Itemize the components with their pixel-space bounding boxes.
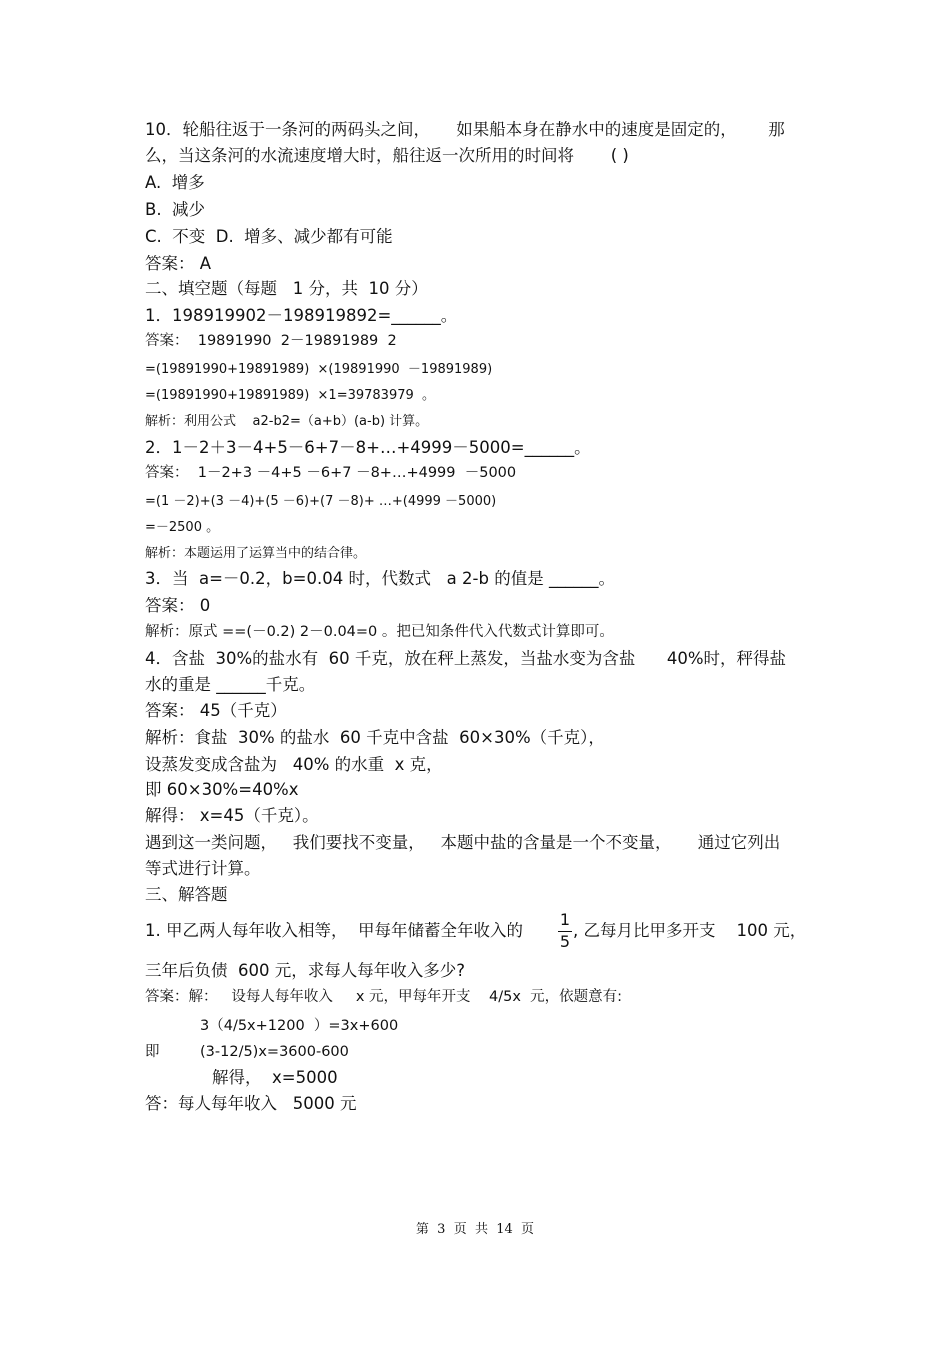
s3-q1-final-answer: 答：每人每年收入 5000 元 (145, 1094, 357, 1113)
s2-q2-question: 2．1－2＋3－4+5－6+7－8+…+4999－5000=______。 (145, 438, 591, 457)
s3-q1-solution: 解得， x=5000 (212, 1068, 338, 1087)
s2-q4-question-line2: 水的重是 ______千克。 (145, 675, 316, 694)
s2-q4-analysis-line1: 解析：食盐 30% 的盐水 60 千克中含盐 60×30%（千克）， (145, 728, 605, 747)
s2-q3-answer: 答案： 0 (145, 596, 211, 615)
s2-q4-analysis-line4: 解得： x=45（千克）。 (145, 806, 319, 825)
s2-q2-step1: =(1 －2)+(3 －4)+(5 －6)+(7 －8)+ …+(4999 －5000) (145, 494, 497, 509)
q10-line2: 么，当这条河的水流速度增大时，船往返一次所用的时间将 ( ) (145, 146, 629, 165)
s3-q1-equation1: 3（4/5x+1200 ）=3x+600 (200, 1018, 399, 1034)
fraction-denominator: 5 (559, 932, 571, 951)
s3-q1-equation2: (3-12/5)x=3600-600 (200, 1044, 349, 1060)
q10-answer: 答案： A (145, 254, 212, 273)
s2-q3-question: 3．当 a=－0.2，b=0.04 时，代数式 a 2-b 的值是 ______。 (145, 569, 615, 588)
q10-option-a: A. 增多 (145, 173, 205, 192)
s2-q4-analysis-line2: 设蒸发变成含盐为 40% 的水重 x 克， (145, 755, 443, 774)
section3-title: 三、解答题 (145, 885, 228, 904)
s2-q4-analysis-line3: 即 60×30%=40%x (145, 780, 299, 799)
s2-q1-analysis: 解析：利用公式 a2-b2=（a+b）(a-b) 计算。 (145, 414, 429, 429)
fraction-numerator: 1 (559, 910, 571, 929)
s2-q4-answer: 答案： 45（千克） (145, 701, 287, 720)
q10-option-b: B. 减少 (145, 200, 206, 219)
q10-line1: 10．轮船往返于一条河的两码头之间， 如果船本身在静水中的速度是固定的， 那 (145, 120, 785, 139)
section2-title: 二、填空题（每题 1 分，共 10 分） (145, 279, 428, 298)
s2-q2-analysis: 解析：本题运用了运算当中的结合律。 (145, 546, 367, 561)
s2-q1-step2: =(19891990+19891989) ×1=39783979 。 (145, 388, 436, 403)
s3-q1-question-line2: 三年后负债 600 元，求每人每年收入多少? (145, 961, 465, 980)
s3-q1-question-part2: , 乙每月比甲多开支 100 元， (573, 921, 807, 940)
s2-q2-answer: 答案： 1－2+3 －4+5 －6+7 －8+…+4999 －5000 (145, 465, 517, 481)
s3-q1-equation2-prefix: 即 (145, 1044, 160, 1060)
fraction-one-fifth (558, 912, 572, 952)
s2-q1-answer: 答案： 19891990 2－19891989 2 (145, 333, 397, 349)
page-number-footer: 第 3 页 共 14 页 (415, 1222, 535, 1237)
s2-q4-analysis-line6: 等式进行计算。 (145, 859, 261, 878)
s2-q1-step1: =(19891990+19891989) ×(19891990 －19891989) (145, 362, 493, 377)
s2-q3-analysis: 解析：原式 ==(－0.2) 2－0.04=0 。把已知条件代入代数式计算即可。 (145, 624, 614, 640)
q10-option-cd: C. 不变 D. 增多、减少都有可能 (145, 227, 393, 246)
s2-q1-question: 1．198919902－198919892=______。 (145, 306, 458, 325)
s3-q1-question-part1: 1. 甲乙两人每年收入相等， 甲每年储蓄全年收入的 (145, 921, 523, 940)
s3-q1-answer: 答案：解： 设每人每年收入 x 元，甲每年开支 4/5x 元，依题意有: (145, 989, 623, 1005)
s2-q4-analysis-line5: 遇到这一类问题， 我们要找不变量， 本题中盐的含量是一个不变量， 通过它列出 (145, 833, 781, 852)
s2-q4-question-line1: 4．含盐 30%的盐水有 60 千克，放在秤上蒸发，当盐水变为含盐 40%时，秤得盐 (145, 649, 787, 668)
s2-q2-step2: =－2500 。 (145, 520, 220, 535)
